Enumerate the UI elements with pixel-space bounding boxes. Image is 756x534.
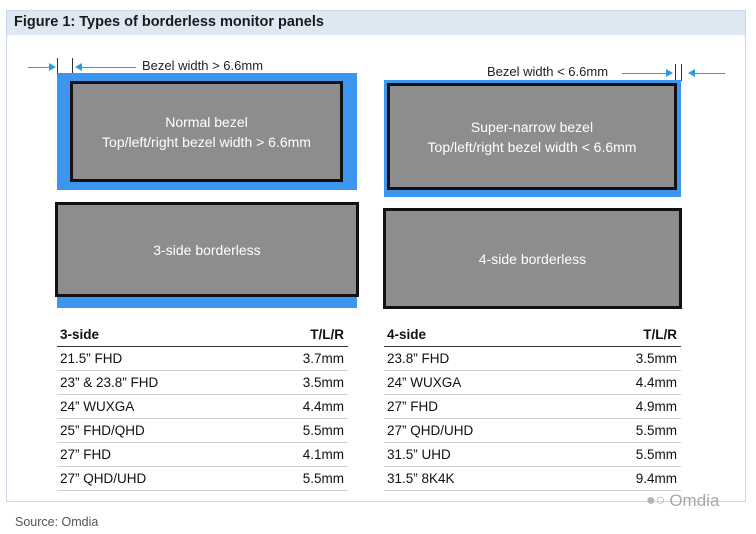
right-bezel-arrow-left-icon: [688, 69, 695, 77]
table-row: [384, 371, 681, 395]
four-side-borderless-label: 4-side borderless: [478, 250, 587, 267]
table-cell-model: 23” & 23.8” FHD: [60, 375, 159, 390]
right-bezel-tick-outer: [681, 64, 682, 81]
right-bezel-arrow-line-inner: [622, 73, 666, 74]
normal-bezel-title: Normal bezel: [165, 113, 248, 130]
three-side-borderless-label: 3-side borderless: [153, 241, 261, 258]
table-cell-model: 24” WUXGA: [387, 375, 462, 390]
watermark-text: Omdia: [669, 491, 720, 510]
table-cell-model: 23.8” FHD: [387, 351, 450, 366]
right-bezel-tick-inner: [675, 64, 676, 81]
table-row: [57, 395, 348, 419]
three-side-table: [57, 322, 348, 491]
three-side-borderless-panel: [55, 202, 359, 297]
table-row: [384, 347, 681, 371]
table-cell-bezel: 5.5mm: [635, 423, 677, 438]
wechat-icon: ●○: [646, 492, 666, 509]
table-cell-model: 27” QHD/UHD: [387, 423, 474, 438]
figure-title: Figure 1: Types of borderless monitor panels: [14, 14, 324, 30]
table-header-model: 3-side: [60, 326, 100, 342]
four-side-table: [384, 322, 681, 491]
table-cell-model: 27” QHD/UHD: [60, 471, 147, 486]
table-row: [384, 443, 681, 467]
table-row: [384, 467, 681, 491]
normal-bezel-desc: Top/left/right bezel width > 6.6mm: [102, 133, 311, 150]
table-row: [57, 419, 348, 443]
table-cell-model: 31.5” 8K4K: [387, 471, 455, 486]
table-cell-model: 27” FHD: [60, 447, 112, 462]
table-cell-bezel: 5.5mm: [302, 471, 344, 486]
omdia-watermark: [646, 491, 719, 511]
right-bezel-arrow-line-outer: [695, 73, 725, 74]
super-narrow-bezel-title: Super-narrow bezel: [470, 118, 594, 135]
table-header-model: 4-side: [387, 326, 427, 342]
table-cell-model: 24” WUXGA: [60, 399, 135, 414]
left-bezel-arrow-line-outer: [28, 67, 50, 68]
table-header-row: [384, 322, 681, 347]
table-cell-bezel: 4.4mm: [635, 375, 677, 390]
left-bezel-arrow-right-icon: [49, 63, 56, 71]
table-row: [57, 371, 348, 395]
table-cell-bezel: 4.9mm: [635, 399, 677, 414]
source-note: Source: Omdia: [15, 515, 99, 529]
four-side-borderless-panel: [383, 208, 682, 309]
table-row: [57, 443, 348, 467]
table-header-bezel: T/L/R: [643, 326, 677, 342]
table-cell-bezel: 5.5mm: [635, 447, 677, 462]
super-narrow-bezel-panel: [387, 83, 677, 190]
table-cell-bezel: 3.5mm: [635, 351, 677, 366]
table-cell-model: 31.5” UHD: [387, 447, 451, 462]
left-bezel-arrow-line-inner: [81, 67, 136, 68]
table-row: [384, 395, 681, 419]
table-row: [57, 467, 348, 491]
table-cell-bezel: 4.4mm: [302, 399, 344, 414]
table-header-row: [57, 322, 348, 347]
right-bezel-arrow-right-icon: [666, 69, 673, 77]
table-cell-bezel: 4.1mm: [302, 447, 344, 462]
table-row: [57, 347, 348, 371]
table-cell-model: 21.5” FHD: [60, 351, 123, 366]
table-cell-bezel: 5.5mm: [302, 423, 344, 438]
right-bezel-label: Bezel width < 6.6mm: [487, 64, 609, 79]
left-bezel-label: Bezel width > 6.6mm: [142, 58, 264, 73]
normal-bezel-panel: [70, 81, 343, 182]
table-cell-model: 27” FHD: [387, 399, 439, 414]
table-cell-bezel: 3.7mm: [302, 351, 344, 366]
table-cell-bezel: 3.5mm: [302, 375, 344, 390]
super-narrow-bezel-desc: Top/left/right bezel width < 6.6mm: [427, 138, 637, 155]
table-row: [384, 419, 681, 443]
table-header-bezel: T/L/R: [310, 326, 344, 342]
table-cell-model: 25” FHD/QHD: [60, 423, 145, 438]
table-cell-bezel: 9.4mm: [635, 471, 677, 486]
